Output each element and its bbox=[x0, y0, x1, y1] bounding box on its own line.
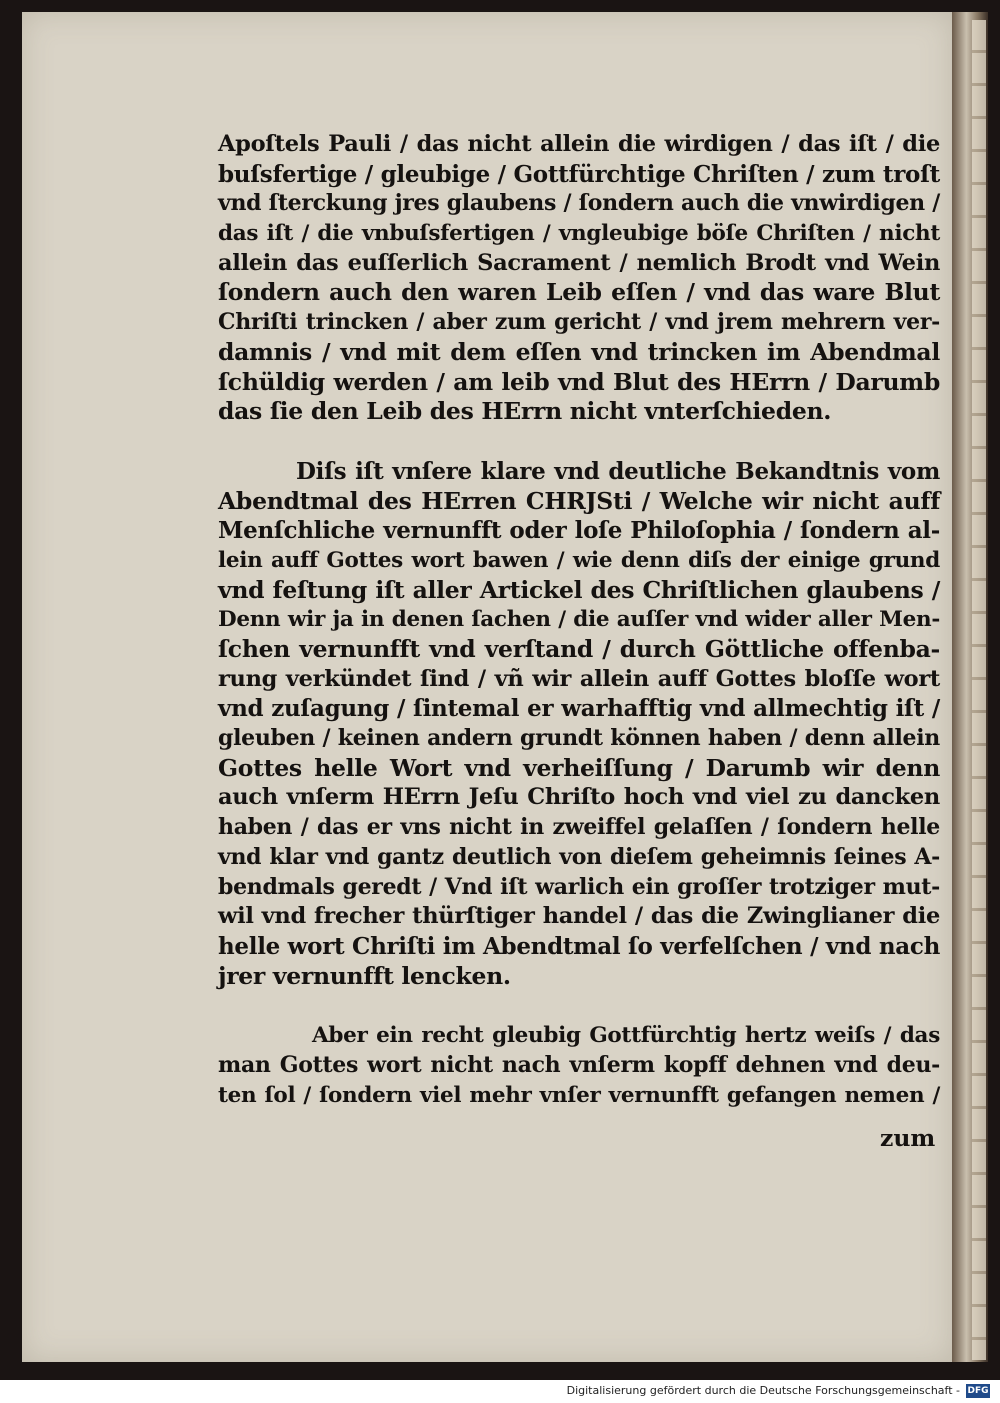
text-line: damnis / vnd mit dem eſſen vnd trincken im Abendmal bbox=[218, 337, 940, 366]
text-line: vnd klar vnd gantz deutlich von dieſem geheimnis ſeines A- bbox=[218, 843, 940, 870]
text-line: lein auff Gottes wort bawen / wie denn diſs der einige grund bbox=[218, 547, 940, 573]
text-line: vnd zuſagung / ſintemal er warhafftig vnd allmechtig iſt / bbox=[218, 695, 940, 723]
dfg-logo-icon: DFG bbox=[967, 1386, 989, 1396]
text-line: Abendtmal des HErren CHRJSti / Welche wir nicht auff bbox=[218, 486, 940, 515]
text-line: ſondern auch den waren Leib eſſen / vnd das ware Blut bbox=[218, 278, 940, 307]
paragraph-2 bbox=[218, 457, 940, 991]
text-line: buſsfertige / gleubige / Gottfürchtige Chriſten / zum troſt bbox=[218, 160, 940, 188]
text-line: Gottes helle Wort vnd verheiſſung / Darumb wir denn bbox=[218, 753, 940, 782]
text-line: Diſs iſt vnſere klare vnd deutliche Bekandtnis vom bbox=[296, 457, 940, 485]
paragraph-1 bbox=[218, 130, 940, 427]
text-line: rung verkündet ſind / vñ wir allein auff Gottes bloſſe wort bbox=[218, 665, 940, 692]
text-line: wil vnd frecher thürſtiger handel / das die Zwinglianer die bbox=[218, 903, 940, 930]
catchword: zum bbox=[880, 1124, 936, 1152]
text-line: ſchüldig werden / am leib vnd Blut des HErrn / Darumb bbox=[218, 367, 940, 396]
text-line: man Gottes wort nicht nach vnſerm kopff dehnen vnd deu- bbox=[218, 1051, 940, 1078]
text-line: vnd ſterckung jres glaubens / ſondern auch die vnwirdigen / bbox=[218, 190, 940, 217]
text-line: gleuben / keinen andern grundt können haben / denn allein bbox=[218, 725, 940, 752]
text-line: Apoſtels Pauli / das nicht allein die wirdigen / das iſt / die bbox=[218, 131, 940, 157]
text-line: haben / das er vns nicht in zweiffel gelaſſen / ſondern helle bbox=[218, 814, 940, 841]
paragraph-3 bbox=[218, 1021, 940, 1110]
text-line: auch vnſerm HErrn Jeſu Chriſto hoch vnd viel zu dancken bbox=[218, 784, 940, 811]
text-line: ten ſol / ſondern viel mehr vnſer vernunfft gefangen nemen / bbox=[218, 1082, 940, 1108]
text-line: das ſie den Leib des HErrn nicht vnterſchieden. bbox=[218, 397, 832, 426]
body-text bbox=[218, 130, 940, 1110]
text-line: helle wort Chriſti im Abendtmal ſo verfelſchen / vnd nach bbox=[218, 932, 941, 960]
digitization-credit: Digitalisierung gefördert durch die Deutsche Forschungsgemeinschaft - bbox=[566, 1384, 960, 1397]
text-line: Menſchliche vernunfft oder loſe Philoſophia / ſondern al- bbox=[218, 517, 940, 545]
text-line: jrer vernunfft lencken. bbox=[218, 961, 511, 990]
footer-bar bbox=[0, 1380, 1000, 1403]
text-line: bendmals geredt / Vnd iſt warlich ein groſſer trotziger mut- bbox=[218, 873, 940, 900]
text-line: allein das euſſerlich Sacrament / nemlich Brodt vnd Wein bbox=[218, 249, 940, 276]
text-line: Denn wir ja in denen ſachen / die auſſer vnd wider aller Men- bbox=[218, 607, 940, 633]
text-line: ſchen vernunfft vnd verſtand / durch Göttliche offenba- bbox=[218, 635, 940, 663]
text-line: das iſt / die vnbuſsfertigen / vngleubige böſe Chriſten / nicht bbox=[218, 221, 940, 247]
text-line: Aber ein recht gleubig Gottfürchtig hertz weiſs / das bbox=[312, 1023, 940, 1049]
text-line: vnd feſtung iſt aller Artickel des Chriſtlichen glaubens / bbox=[218, 575, 940, 604]
text-line: Chriſti trincken / aber zum gericht / vnd jrem mehrern ver- bbox=[218, 309, 940, 336]
page-edges bbox=[972, 20, 986, 1360]
